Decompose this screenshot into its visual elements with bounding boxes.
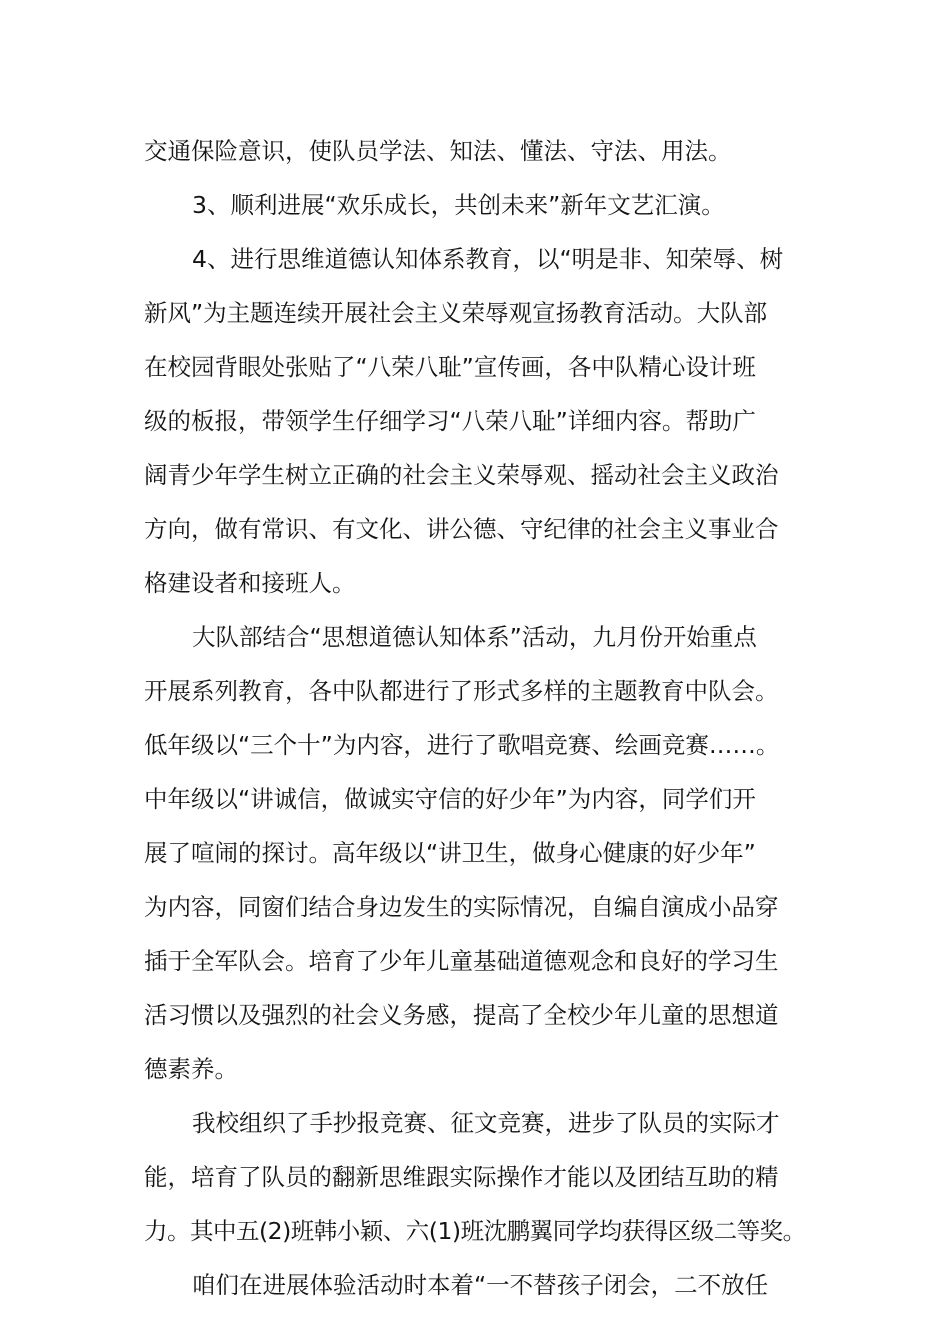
text-line: 低年级以“三个十”为内容，进行了歌唱竞赛、绘画竞赛……。 bbox=[144, 731, 780, 759]
text-line: 大队部结合“思想道德认知体系”活动，九月份开始重点 bbox=[192, 623, 757, 651]
text-line: 方向，做有常识、有文化、讲公德、守纪律的社会主义事业合 bbox=[144, 515, 779, 543]
text-line: 活习惯以及强烈的社会义务感，提高了全校少年儿童的思想道 bbox=[144, 1001, 779, 1029]
text-line: 咱们在进展体验活动时本着“一不替孩子闭会，二不放任 bbox=[192, 1271, 769, 1299]
text-line: 力。其中五(2)班韩小颖、六(1)班沈鹏翼同学均获得区级二等奖。 bbox=[144, 1217, 806, 1245]
text-line: 展了喧闹的探讨。高年级以“讲卫生，做身心健康的好少年” bbox=[144, 839, 756, 867]
text-line: 中年级以“讲诚信，做诚实守信的好少年”为内容，同学们开 bbox=[144, 785, 756, 813]
text-line: 级的板报，带领学生仔细学习“八荣八耻”详细内容。帮助广 bbox=[144, 407, 756, 435]
text-line: 新风”为主题连续开展社会主义荣辱观宣扬教育活动。大队部 bbox=[144, 299, 768, 327]
text-line: 能，培育了队员的翻新思维跟实际操作才能以及团结互助的精 bbox=[144, 1163, 779, 1191]
text-line: 开展系列教育，各中队都进行了形式多样的主题教育中队会。 bbox=[144, 677, 779, 705]
text-line: 为内容，同窗们结合身边发生的实际情况，自编自演成小品穿 bbox=[144, 893, 779, 921]
text-line: 3、顺利进展“欢乐成长，共创未来”新年文艺汇演。 bbox=[192, 191, 725, 219]
text-line: 插于全军队会。培育了少年儿童基础道德观念和良好的学习生 bbox=[144, 947, 779, 975]
text-line: 交通保险意识，使队员学法、知法、懂法、守法、用法。 bbox=[144, 137, 732, 165]
text-line: 德素养。 bbox=[144, 1055, 238, 1083]
text-line: 阔青少年学生树立正确的社会主义荣辱观、摇动社会主义政治 bbox=[144, 461, 779, 489]
text-line: 4、进行思维道德认知体系教育，以“明是非、知荣辱、树 bbox=[192, 245, 784, 273]
document-page bbox=[144, 124, 810, 1312]
text-line: 在校园背眼处张贴了“八荣八耻”宣传画，各中队精心设计班 bbox=[144, 353, 756, 381]
text-line: 格建设者和接班人。 bbox=[144, 569, 356, 597]
text-line: 我校组织了手抄报竞赛、征文竞赛，进步了队员的实际才 bbox=[192, 1109, 780, 1137]
